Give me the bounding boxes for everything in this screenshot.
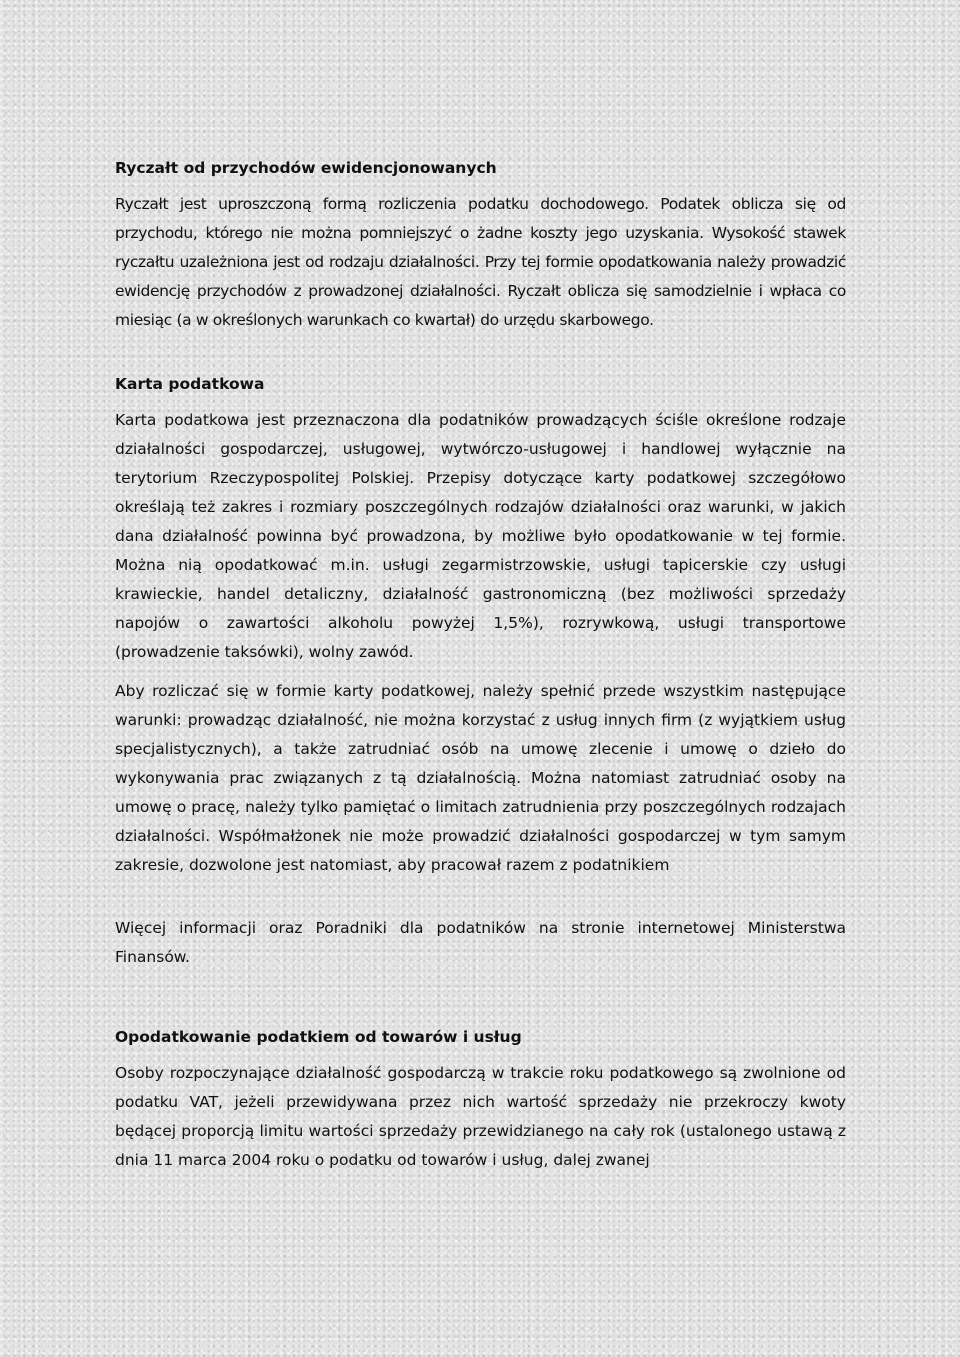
section-ryczalt bbox=[115, 158, 846, 335]
section-heading: Ryczałt od przychodów ewidencjonowanych bbox=[115, 159, 497, 177]
section-paragraph: Aby rozliczać się w formie karty podatkowej, należy spełnić przede wszystkim następujące warunki: prowadząc działalność, nie można korzystać z usług innych firm (z wyjątkiem usług specjalistycznych), a także zatrudniać osób na umowę zlecenie i umowę o dzieło do wykonywania prac związanych z tą działalnością. Można natomiast zatrudniać osoby na umowę o pracę, należy tylko pamiętać o limitach zatrudnienia przy poszczególnych rodzajach działalności. Współmałżonek nie może prowadzić działalności gospodarczej w tym samym zakresie, dozwolone jest natomiast, aby pracował razem z podatnikiem bbox=[115, 682, 846, 874]
section-karta-podatkowa bbox=[115, 374, 846, 972]
section-heading: Karta podatkowa bbox=[115, 375, 265, 393]
section-paragraph: Osoby rozpoczynające działalność gospodarczą w trakcie roku podatkowego są zwolnione od podatku VAT, jeżeli przewidywana przez nich wartość sprzedaży nie przekroczy kwoty będącej proporcją limitu wartości sprzedaży przewidzianego na cały rok (ustalonego ustawą z dnia 11 marca 2004 roku o podatku od towarów i usług, dalej zwanej bbox=[115, 1064, 846, 1169]
section-paragraph: Karta podatkowa jest przeznaczona dla podatników prowadzących ściśle określone rodzaje działalności gospodarczej, usługowej, wytwórczo-usługowej i handlowej wyłącznie na terytorium Rzeczypospolitej Polskiej. Przepisy dotyczące karty podatkowej szczegółowo określają też zakres i rozmiary poszczególnych rodzajów działalności oraz warunki, w jakich dana działalność powinna być prowadzona, by możliwe było opodatkowanie w tej formie. Można nią opodatkować m.in. usługi zegarmistrzowskie, usługi tapicerskie czy usługi krawieckie, handel detaliczny, działalność gastronomiczną (bez możliwości sprzedaży napojów o zawartości alkoholu powyżej 1,5%), rozrywkową, usługi transportowe (prowadzenie taksówki), wolny zawód. bbox=[115, 411, 846, 661]
section-heading: Opodatkowanie podatkiem od towarów i usług bbox=[115, 1028, 522, 1046]
section-paragraph: Więcej informacji oraz Poradniki dla podatników na stronie internetowej Ministerstwa Finansów. bbox=[115, 919, 846, 966]
section-vat bbox=[115, 1027, 846, 1175]
section-paragraph: Ryczałt jest uproszczoną formą rozliczenia podatku dochodowego. Podatek oblicza się od przychodu, którego nie można pomniejszyć o żadne koszty jego uzyskania. Wysokość stawek ryczałtu uzależniona jest od rodzaju działalności. Przy tej formie opodatkowania należy prowadzić ewidencję przychodów z prowadzonej działalności. Ryczałt oblicza się samodzielnie i wpłaca co miesiąc (a w określonych warunkach co kwartał) do urzędu skarbowego. bbox=[115, 195, 846, 329]
document-page bbox=[115, 158, 846, 1175]
